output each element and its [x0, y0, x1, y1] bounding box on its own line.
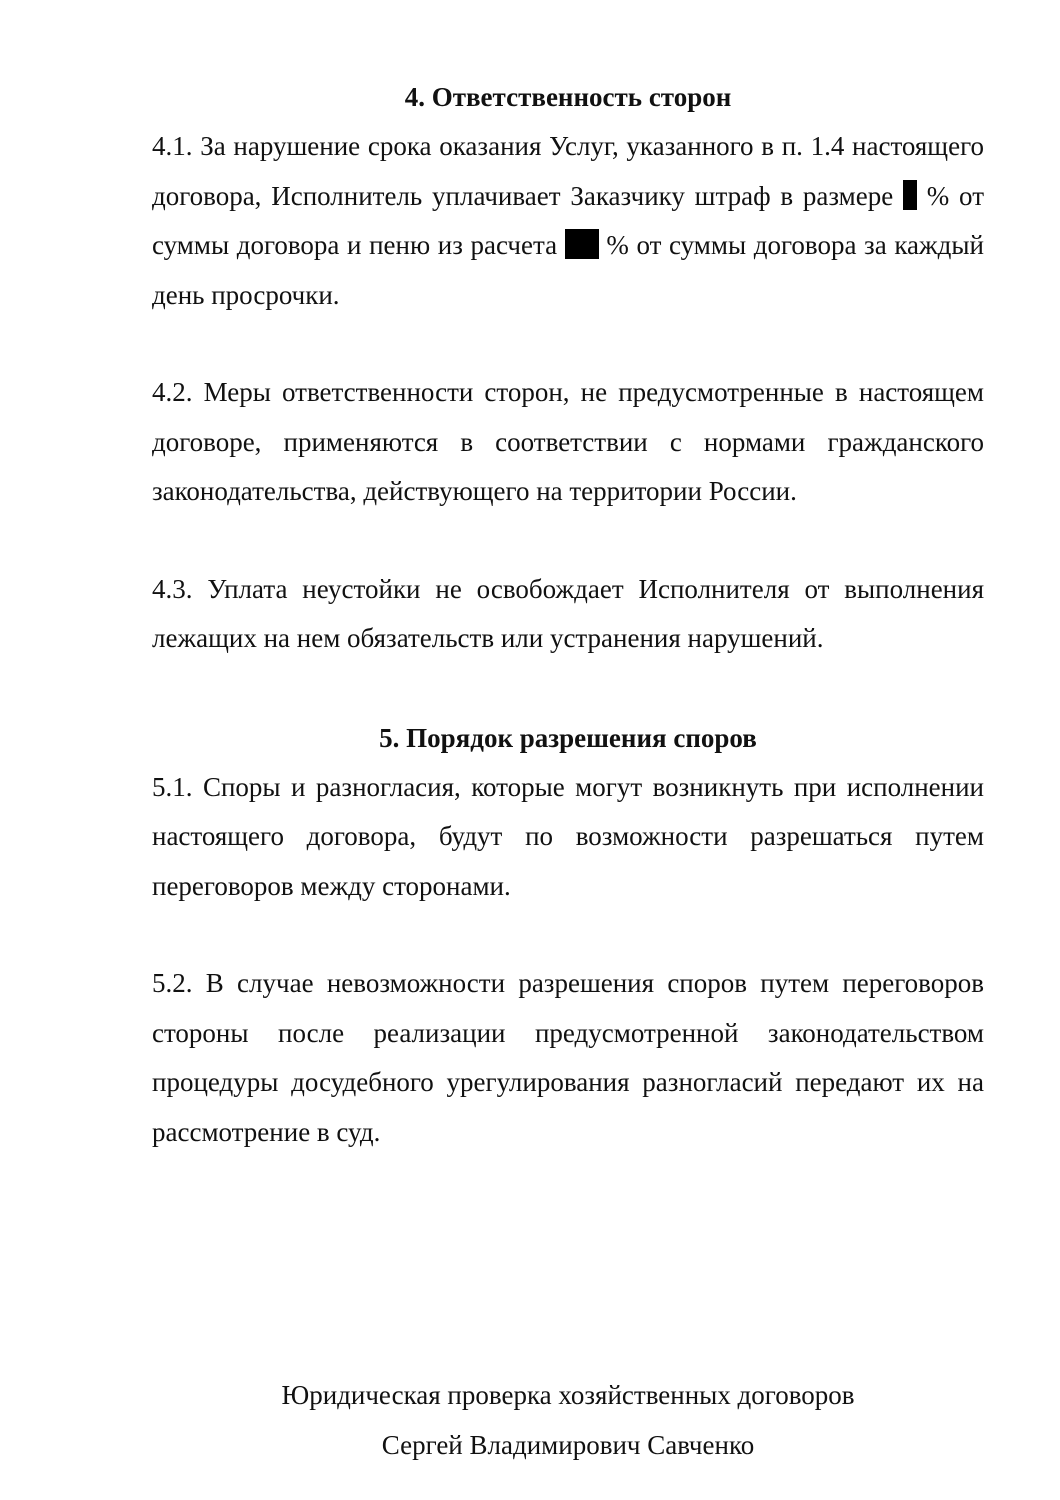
redacted-penalty-percent: [903, 180, 917, 210]
clause-4-3: 4.3. Уплата неустойки не освобождает Исполнителя от выполнения лежащих на нем обязательств или устранения нарушений.: [152, 573, 984, 653]
section-5-heading: 5. Порядок разрешения споров: [379, 722, 757, 753]
footer-service-line: Юридическая проверка хозяйственных договоров: [281, 1380, 855, 1410]
document-page: [152, 72, 984, 1157]
spacer: [152, 664, 984, 713]
spacer: [152, 911, 984, 959]
clause-4-1-part3: % от суммы договора за каждый день просрочки.: [152, 230, 985, 310]
clause-4-1-part1: 4.1. За нарушение срока оказания Услуг, указанного в п. 1.4 настоящего договора, Исполнитель уплачивает Заказчику штраф в размере: [152, 131, 984, 211]
spacer: [152, 320, 984, 368]
redacted-daily-penalty-percent: [565, 229, 599, 259]
section-4-heading: 4. Ответственность сторон: [404, 82, 732, 112]
document-footer: [0, 1370, 1060, 1470]
footer-author-name: Сергей Владимирович Савченко: [381, 1430, 755, 1460]
clause-4-1: [152, 122, 984, 320]
clause-5-2: 5.2. В случае невозможности разрешения споров путем переговоров стороны после реализации предусмотренной законодательством процедуры досудебного урегулирования разногласий передают их на рассмотрение в суд.: [152, 968, 984, 1147]
spacer: [152, 517, 984, 565]
clause-4-1-part2: % от суммы договора и пеню из расчета: [152, 180, 984, 260]
clause-5-1: 5.1. Споры и разногласия, которые могут возникнуть при исполнении настоящего договора, будут по возможности разрешаться путем переговоров между сторонами.: [152, 771, 984, 901]
clause-4-2: 4.2. Меры ответственности сторон, не предусмотренные в настоящем договоре, применяются в соответствии с нормами гражданского законодательства, действующего на территории России.: [152, 377, 984, 506]
